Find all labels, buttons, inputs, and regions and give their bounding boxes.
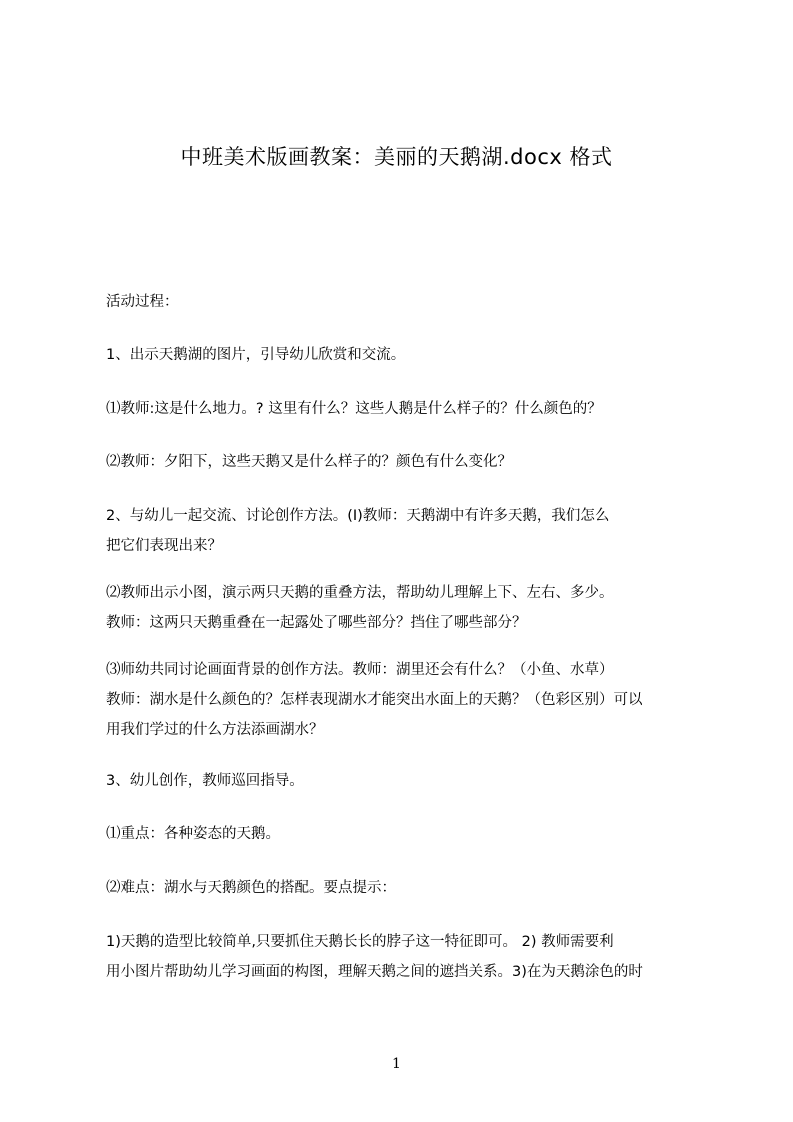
paragraph-step-2-2 bbox=[106, 578, 716, 638]
paragraph-step-1-2 bbox=[106, 447, 716, 477]
paragraph-line: 2、与幼儿一起交流、讨论创作方法。(I)教师：天鹅湖中有许多天鹅，我们怎么 bbox=[106, 508, 610, 524]
document-title: 中班美术版画教案：美丽的天鹅湖.docx 格式 bbox=[180, 145, 613, 169]
paragraph-step-2 bbox=[106, 501, 716, 561]
paragraph-line: ⑶师幼共同讨论画面背景的创作方法。教师：湖里还会有什么？（小鱼、水草） bbox=[106, 662, 614, 678]
paragraph-activity-process bbox=[106, 287, 716, 317]
page-number: 1 bbox=[392, 1056, 401, 1072]
paragraph-step-1-1 bbox=[106, 394, 716, 424]
paragraph-step-2-3 bbox=[106, 655, 716, 745]
paragraph-line: ⑴重点：各种姿态的天鹅。 bbox=[106, 826, 280, 842]
paragraph-line: ⑵教师：夕阳下，这些天鹅又是什么样子的？颜色有什么变化？ bbox=[106, 454, 512, 470]
paragraph-step-3 bbox=[106, 766, 716, 796]
paragraph-line: 1、出示天鹅湖的图片，引导幼儿欣赏和交流。 bbox=[106, 347, 406, 363]
paragraph-tips bbox=[106, 927, 716, 987]
paragraph-line: 用小图片帮助幼儿学习画面的构图，理解天鹅之间的遮挡关系。3)在为天鹅涂色的时 bbox=[106, 964, 643, 980]
paragraph-line: 教师：这两只天鹅重叠在一起露处了哪些部分？挡住了哪些部分？ bbox=[106, 615, 527, 631]
paragraph-step-3-2 bbox=[106, 873, 716, 903]
paragraph-line: 把它们表现出来？ bbox=[106, 538, 222, 554]
paragraph-line: 活动过程： bbox=[106, 294, 179, 310]
paragraph-line: 教师：湖水是什么颜色的？怎样表现湖水才能突出水面上的天鹅？（色彩区别）可以 bbox=[106, 692, 643, 708]
paragraph-line: ⑴教师:这是什么地力。? 这里有什么？这些人鹅是什么样子的？什么颜色的？ bbox=[106, 401, 602, 417]
paragraph-line: 1)天鹅的造型比较简单,只要抓住天鹅长长的脖子这一特征即可。 2) 教师需要利 bbox=[106, 934, 614, 950]
paragraph-step-3-1 bbox=[106, 819, 716, 849]
paragraph-line: ⑵难点：湖水与天鹅颜色的搭配。要点提示： bbox=[106, 880, 396, 896]
paragraph-step-1 bbox=[106, 340, 716, 370]
paragraph-line: ⑵教师出示小图，演示两只天鹅的重叠方法，帮助幼儿理解上下、左右、多少。 bbox=[106, 585, 614, 601]
paragraph-line: 3、幼儿创作，教师巡回指导。 bbox=[106, 773, 304, 789]
paragraph-line: 用我们学过的什么方法添画湖水？ bbox=[106, 722, 324, 738]
